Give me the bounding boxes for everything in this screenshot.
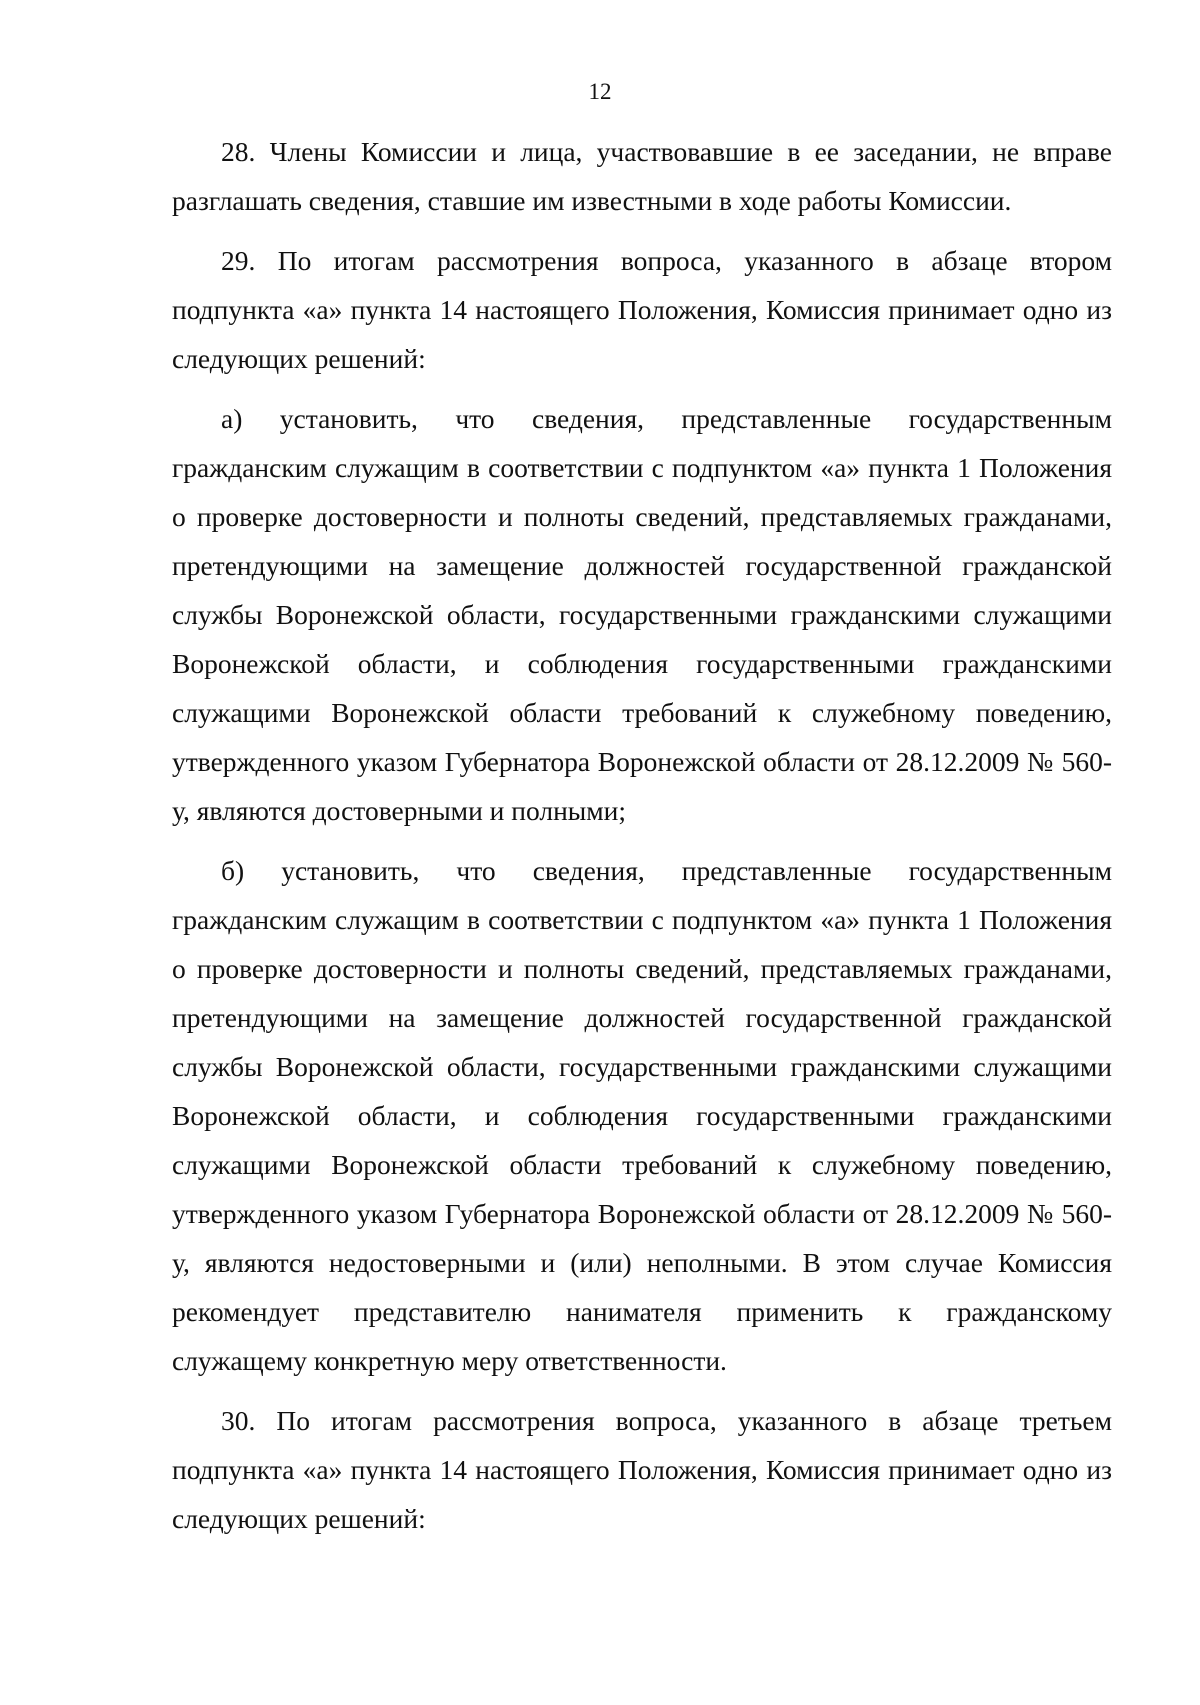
document-body [172,127,1112,1543]
page-number: 12 [588,79,612,104]
paragraph-28: 28. Члены Комиссии и лица, участвовавшие в ее заседании, не вправе разглашать сведения, ставшие им известными в ходе работы Комиссии. [172,136,1112,216]
paragraph-29-b: б) установить, что сведения, представленные государственным гражданским служащим в соответствии с подпунктом «а» пункта 1 Положения о проверке достоверности и полноты сведений, представляемых гражданами, претендующими на замещение должностей государственной гражданской службы Воронежской области, государственными гражданскими служащими Воронежской области, и соблюдения государственными гражданскими служащими Воронежской области требований к служебному поведению, утвержденного указом Губернатора Воронежской области от 28.12.2009 № 560-у, являются недостоверными и (или) неполными. В этом случае Комиссия рекомендует представителю нанимателя применить к гражданскому служащему конкретную меру ответственности. [172,855,1112,1376]
paragraph-30: 30. По итогам рассмотрения вопроса, указанного в абзаце третьем подпункта «а» пункта 14 настоящего Положения, Комиссия принимает одно из следующих решений: [172,1405,1112,1534]
paragraph-29: 29. По итогам рассмотрения вопроса, указанного в абзаце втором подпункта «а» пункта 14 настоящего Положения, Комиссия принимает одно из следующих решений: [172,245,1112,374]
paragraph-29-a: а) установить, что сведения, представленные государственным гражданским служащим в соответствии с подпунктом «а» пункта 1 Положения о проверке достоверности и полноты сведений, представляемых гражданами, претендующими на замещение должностей государственной гражданской службы Воронежской области, государственными гражданскими служащими Воронежской области, и соблюдения государственными гражданскими служащими Воронежской области требований к служебному поведению, утвержденного указом Губернатора Воронежской области от 28.12.2009 № 560-у, являются достоверными и полными; [172,403,1112,826]
